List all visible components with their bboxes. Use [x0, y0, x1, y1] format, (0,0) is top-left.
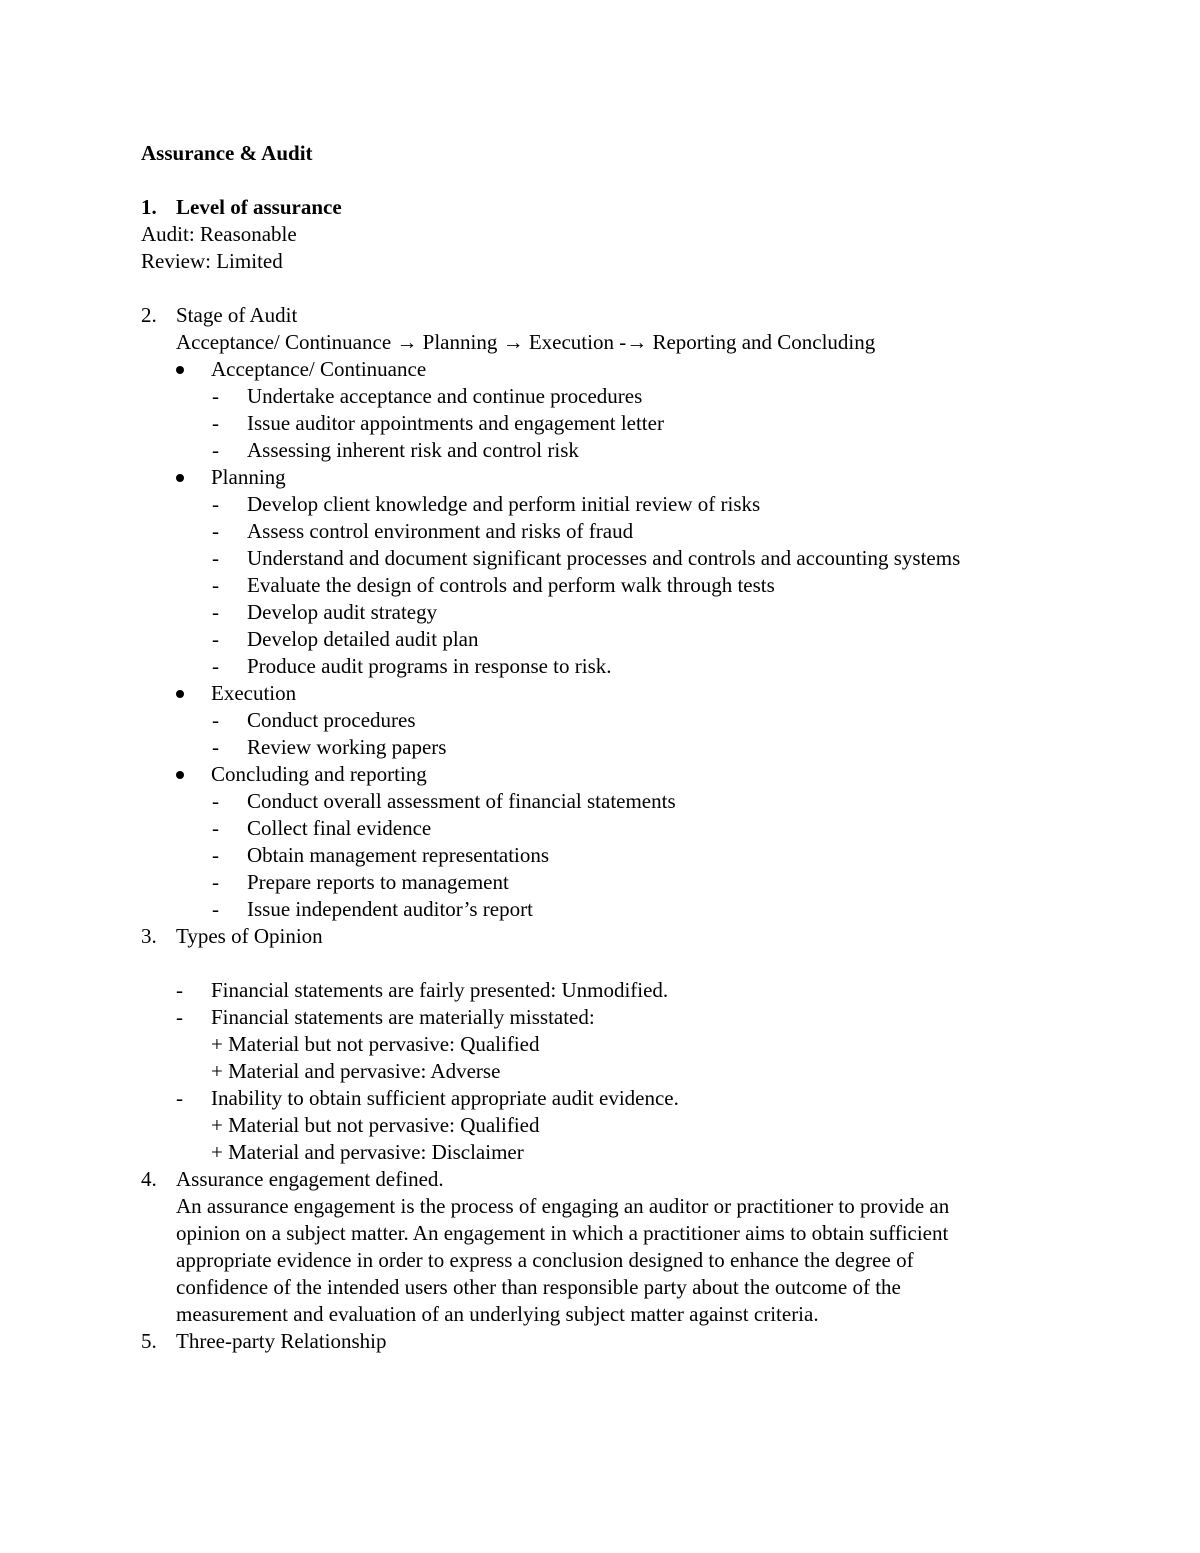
list-item: - Prepare reports to management — [212, 870, 509, 894]
section-number: 4. — [141, 1167, 157, 1191]
list-item: - Understand and document significant processes and controls and accounting systems — [212, 546, 961, 570]
list-item: - Issue independent auditor’s report — [212, 897, 533, 921]
sub-item: + Material and pervasive: Adverse — [211, 1059, 501, 1083]
list-item: - Assess control environment and risks of fraud — [212, 519, 634, 543]
list-item: - Conduct procedures — [212, 708, 416, 732]
section-1-heading — [141, 194, 1071, 221]
sub-item: + Material but not pervasive: Qualified — [211, 1032, 540, 1056]
list-item: - Produce audit programs in response to risk. — [212, 654, 612, 678]
section-number: 5. — [141, 1329, 157, 1353]
list-item: - Conduct overall assessment of financial statements — [212, 789, 676, 813]
bullet-icon — [176, 366, 184, 374]
section-number: 3. — [141, 924, 157, 948]
list-item: - Obtain management representations — [212, 843, 550, 867]
section-title: Three-party Relationship — [176, 1329, 387, 1353]
sub-item: + Material but not pervasive: Qualified — [211, 1113, 540, 1137]
bullet-icon — [176, 474, 184, 482]
section-5-heading — [141, 1328, 1071, 1355]
section-title: Stage of Audit — [176, 303, 298, 327]
stage-bullet — [141, 464, 1071, 491]
stage-bullet — [141, 356, 1071, 383]
list-item: - Financial statements are materially misstated: — [176, 1005, 595, 1029]
list-item: - Review working papers — [212, 735, 447, 759]
section-3-heading — [141, 923, 1071, 950]
assurance-audit-line: Audit: Reasonable — [141, 222, 297, 246]
list-item: - Assessing inherent risk and control risk — [212, 438, 579, 462]
section-title: Level of assurance — [176, 195, 342, 219]
document-page — [141, 140, 1071, 1355]
section-number: 1. — [141, 195, 157, 219]
assurance-review-line: Review: Limited — [141, 249, 283, 273]
audit-flow-line: Acceptance/ Continuance → Planning → Execution -→ Reporting and Concluding — [176, 330, 876, 354]
section-title: Assurance engagement defined. — [176, 1167, 444, 1191]
paragraph-line: confidence of the intended users other than responsible party about the outcome of the — [176, 1275, 901, 1299]
list-item: - Develop detailed audit plan — [212, 627, 479, 651]
list-item: - Undertake acceptance and continue procedures — [212, 384, 643, 408]
section-4-heading — [141, 1166, 1071, 1193]
list-item: - Issue auditor appointments and engagement letter — [212, 411, 664, 435]
paragraph-line: measurement and evaluation of an underlying subject matter against criteria. — [176, 1302, 819, 1326]
bullet-icon — [176, 771, 184, 779]
sub-item: + Material and pervasive: Disclaimer — [211, 1140, 524, 1164]
stage-label: Planning — [211, 465, 286, 489]
stage-label: Acceptance/ Continuance — [211, 357, 427, 381]
stage-label: Execution — [211, 681, 297, 705]
list-item: - Develop audit strategy — [212, 600, 438, 624]
list-item: - Collect final evidence — [212, 816, 432, 840]
stage-label: Concluding and reporting — [211, 762, 427, 786]
paragraph-line: appropriate evidence in order to express a conclusion designed to enhance the degree of — [176, 1248, 914, 1272]
list-item: - Financial statements are fairly presented: Unmodified. — [176, 978, 669, 1002]
paragraph-line: An assurance engagement is the process of engaging an auditor or practitioner to provide an — [176, 1194, 950, 1218]
page-title: Assurance & Audit — [141, 141, 313, 165]
section-number: 2. — [141, 303, 157, 327]
section-title: Types of Opinion — [176, 924, 323, 948]
list-item: - Evaluate the design of controls and perform walk through tests — [212, 573, 775, 597]
stage-bullet — [141, 761, 1071, 788]
list-item: - Develop client knowledge and perform initial review of risks — [212, 492, 761, 516]
list-item: - Inability to obtain sufficient appropriate audit evidence. — [176, 1086, 679, 1110]
paragraph-line: opinion on a subject matter. An engagement in which a practitioner aims to obtain sufficient — [176, 1221, 949, 1245]
bullet-icon — [176, 690, 184, 698]
stage-bullet — [141, 680, 1071, 707]
section-2-heading — [141, 302, 1071, 329]
